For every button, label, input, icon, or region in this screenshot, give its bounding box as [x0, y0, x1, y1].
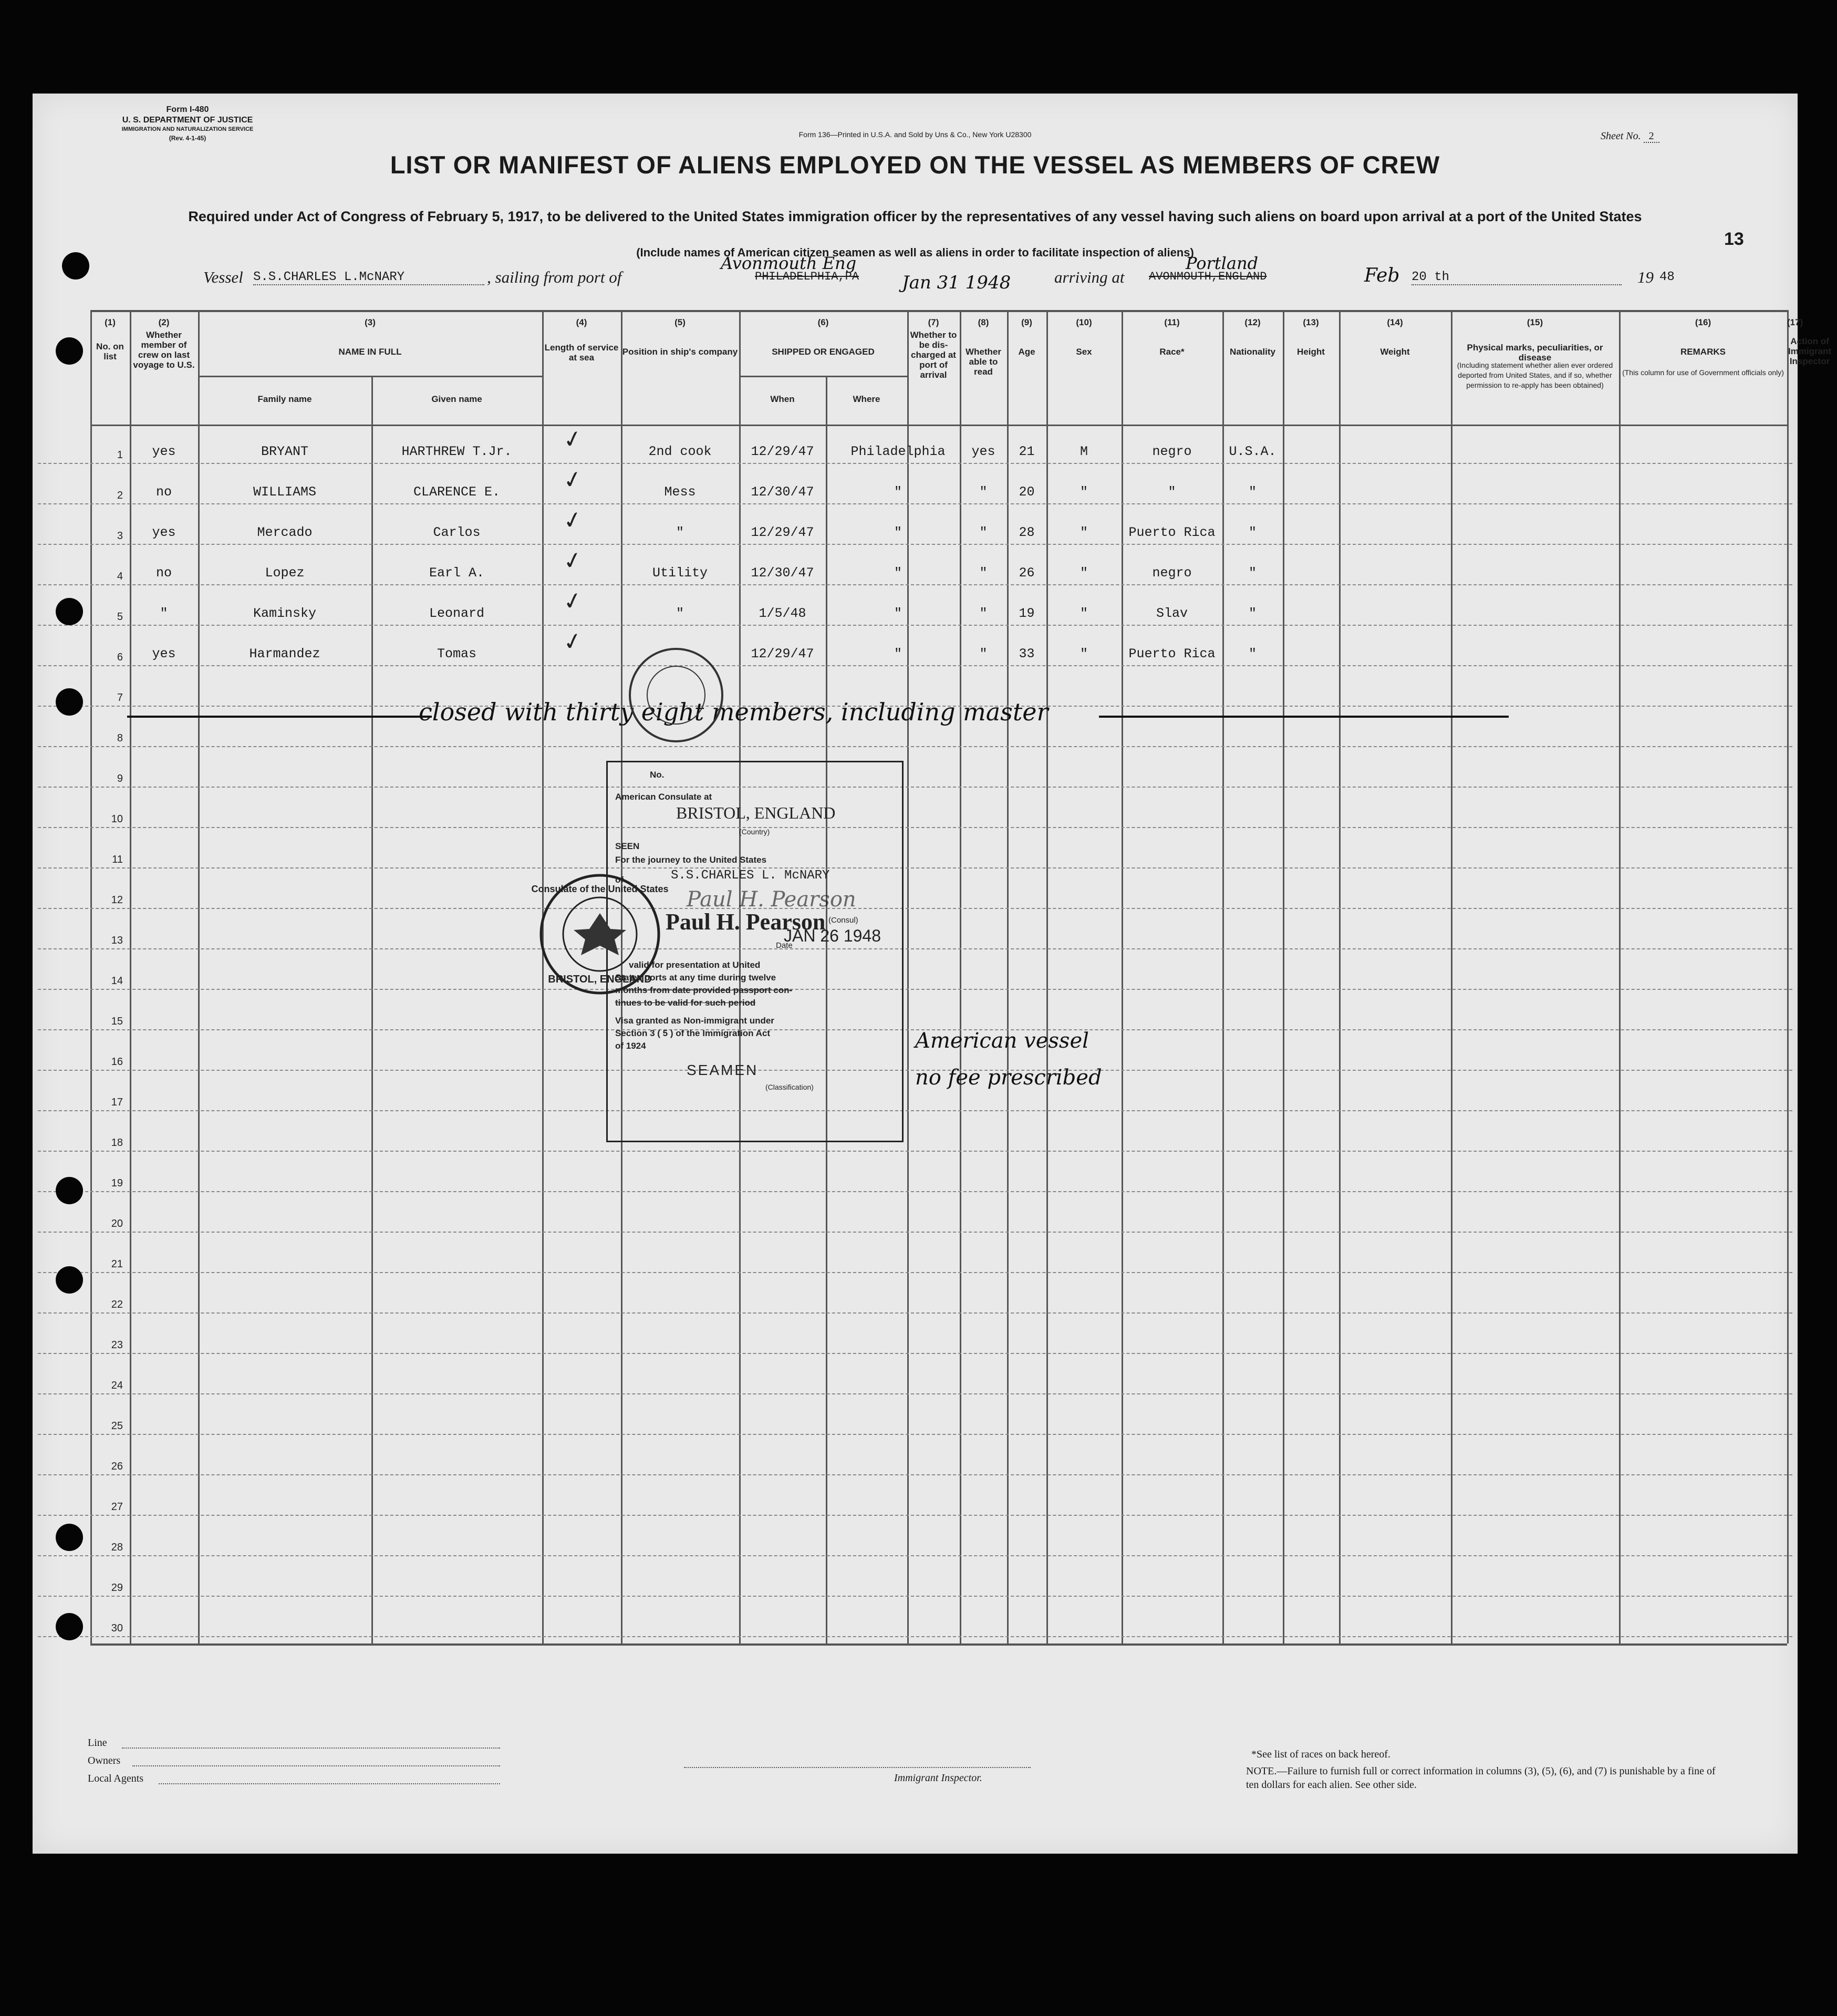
row-rule	[38, 1636, 1792, 1637]
sheet-label: Sheet No.	[1601, 130, 1641, 142]
column-number: (15)	[1527, 317, 1543, 327]
row-rule	[38, 1232, 1792, 1233]
department: U. S. DEPARTMENT OF JUSTICE	[122, 116, 253, 125]
race-cell: Puerto Rica	[1128, 525, 1216, 540]
family-name-cell: Mercado	[257, 525, 313, 540]
sex-cell: "	[1080, 484, 1088, 500]
binder-hole	[56, 1613, 83, 1640]
column-divider	[130, 310, 131, 1643]
table-top-border	[90, 310, 1787, 312]
table-bottom-border	[90, 1643, 1787, 1646]
form-subtitle: Required under Act of Congress of February 5, 1917, to be delivered to the United States immigration officer by the representatives of any vessel having such aliens on board upon arrival at a port of the United States	[188, 209, 1642, 224]
name-subheader-line	[198, 376, 542, 377]
family-name-cell: Kaminsky	[253, 606, 317, 621]
column-divider	[1339, 310, 1341, 1643]
stamp-country-label: (Country)	[739, 828, 770, 836]
side-note-line2: no fee prescribed	[915, 1066, 1102, 1090]
column-divider	[960, 310, 961, 1643]
column-divider	[907, 310, 909, 1643]
stamp-valid-4: tinues to be valid for such period	[615, 998, 756, 1008]
service: IMMIGRATION AND NATURALIZATION SERVICE	[121, 126, 254, 132]
form-note: (Include names of American citizen seamen as well as aliens in order to facilitate inspection of aliens)	[636, 246, 1194, 259]
binder-hole	[56, 337, 83, 365]
nationality-cell: "	[1248, 525, 1257, 540]
column-number: (5)	[674, 317, 686, 327]
when-cell: 12/29/47	[751, 444, 814, 459]
stamp-classification: SEAMEN	[687, 1062, 759, 1078]
given-name-cell: Leonard	[429, 606, 485, 621]
row-rule	[38, 1272, 1792, 1273]
column-number: (7)	[928, 317, 939, 327]
sex-cell: M	[1080, 444, 1088, 459]
stamp-valid-1: valid for presentation at United	[629, 960, 761, 970]
stamp-consulate-label: American Consulate at	[615, 792, 712, 802]
row-rule	[38, 1353, 1792, 1354]
column-label: Physical marks, peculiarities, or disease	[1467, 343, 1603, 363]
arriving-label: arriving at	[1054, 268, 1125, 286]
where-cell: "	[894, 525, 902, 540]
row-rule	[38, 503, 1792, 504]
column-label: Weight	[1380, 347, 1410, 357]
row-number: 9	[117, 773, 123, 784]
row-number: 28	[111, 1542, 123, 1553]
row-number: 15	[111, 1016, 123, 1027]
sex-cell: "	[1080, 606, 1088, 621]
sheet-value: 2	[1644, 130, 1659, 143]
given-name-cell: HARTHREW T.Jr.	[401, 444, 512, 459]
row-number: 12	[111, 894, 123, 906]
row-rule	[38, 1434, 1792, 1435]
column-label: Race*	[1159, 347, 1185, 357]
column-label: Whether member of crew on last voyage to U.S.	[133, 330, 195, 370]
crew-cell: no	[155, 565, 172, 581]
check-mark: ✓	[561, 626, 585, 657]
stamp-visa-3: of 1924	[615, 1041, 646, 1051]
stamp-no: No.	[650, 770, 665, 780]
row-number: 21	[111, 1258, 123, 1270]
column-divider	[1122, 310, 1123, 1643]
column-label: Length of service at sea	[544, 343, 619, 363]
read-cell: "	[979, 565, 988, 581]
family-name-cell: Harmandez	[249, 646, 320, 661]
column-label: Whether to be dis-charged at port of arrival	[910, 330, 957, 380]
where-subheader: Where	[853, 394, 880, 404]
revision: (Rev. 4-1-45)	[169, 135, 206, 142]
closing-strike-right	[1099, 716, 1509, 718]
footer-agents-label: Local Agents	[88, 1773, 144, 1784]
binder-hole	[56, 1524, 83, 1551]
where-cell: "	[894, 565, 902, 581]
family-name-cell: WILLIAMS	[253, 484, 317, 500]
nationality-cell: U.S.A.	[1229, 444, 1276, 459]
port-from: PHILADELPHIA,PA	[755, 270, 859, 283]
port-to: AVONMOUTH,ENGLAND	[1149, 270, 1267, 283]
age-cell: 19	[1019, 606, 1035, 621]
column-divider	[1283, 310, 1284, 1643]
column-divider	[1451, 310, 1452, 1643]
row-number: 25	[111, 1420, 123, 1432]
stamp-valid-2: States ports at any time during twelve	[615, 973, 776, 983]
when-cell: 12/30/47	[751, 484, 814, 500]
stamp-visa-2: Section 3 ( 5 ) of the Immigration Act	[615, 1028, 771, 1038]
column-number: (3)	[365, 317, 376, 327]
row-number: 30	[111, 1622, 123, 1634]
read-cell: "	[979, 525, 988, 540]
row-number: 22	[111, 1299, 123, 1310]
when-subheader: When	[770, 394, 795, 404]
vessel-name: S.S.CHARLES L.McNARY	[253, 270, 484, 285]
row-number: 6	[117, 652, 123, 663]
check-mark: ✓	[561, 586, 585, 617]
age-cell: 28	[1019, 525, 1035, 540]
stamp-visa-1: Visa granted as Non-immigrant under	[615, 1016, 774, 1026]
where-cell: "	[894, 646, 902, 661]
position-cell: Utility	[652, 565, 708, 581]
read-cell: "	[979, 606, 988, 621]
column-divider	[1787, 310, 1789, 1643]
consulate-seal	[531, 871, 669, 997]
inspector-subnote: (This column for use of Government officials only)	[1622, 368, 1784, 377]
footer-note	[1246, 1764, 1729, 1792]
footer-line-label: Line	[88, 1737, 107, 1749]
nationality-cell: "	[1248, 484, 1257, 500]
column-number: (17)	[1787, 317, 1803, 327]
family-name-subheader: Family name	[257, 394, 312, 404]
column-number: (11)	[1164, 317, 1180, 327]
row-number: 26	[111, 1461, 123, 1472]
column-label: No. on list	[96, 342, 124, 361]
footer-races-note: *See list of races on back hereof.	[1251, 1749, 1390, 1760]
closing-note: closed with thirty eight members, including master	[419, 698, 1049, 726]
footer-inspector-field	[684, 1767, 1031, 1768]
printer-line: Form 136—Printed in U.S.A. and Sold by Uns & Co., New York U28300	[798, 130, 1032, 139]
svg-text:BRISTOL, ENGLAND: BRISTOL, ENGLAND	[548, 974, 652, 985]
row-number: 20	[111, 1218, 123, 1229]
row-number: 13	[111, 935, 123, 946]
stamp-city: BRISTOL, ENGLAND	[676, 803, 836, 822]
race-cell: negro	[1152, 444, 1192, 459]
row-number: 16	[111, 1056, 123, 1068]
remarks-subnote: (Including statement whether alien ever ordered deported from United States, and if so, whether permission to re-apply has been obtained)	[1457, 361, 1613, 389]
port-to-handwritten: Portland	[1186, 253, 1259, 273]
sailing-label: , sailing from port of	[487, 268, 622, 286]
given-name-cell: Carlos	[433, 525, 481, 540]
form-title: LIST OR MANIFEST OF ALIENS EMPLOYED ON THE VESSEL AS MEMBERS OF CREW	[390, 151, 1440, 179]
crew-cell: yes	[152, 444, 176, 459]
stamp-class-label: (Classification)	[765, 1083, 814, 1091]
column-number: (2)	[158, 317, 170, 327]
row-rule	[38, 1596, 1792, 1597]
column-label: Position in ship's company	[622, 347, 738, 357]
where-cell: "	[894, 484, 902, 500]
stamp-ship: S.S.CHARLES L. McNARY	[671, 869, 830, 883]
crew-cell: yes	[152, 525, 176, 540]
sex-cell: "	[1080, 646, 1088, 661]
race-cell: Puerto Rica	[1128, 646, 1216, 661]
binder-hole	[56, 598, 83, 625]
row-rule	[38, 463, 1792, 464]
column-number: (9)	[1021, 317, 1032, 327]
row-number: 11	[112, 854, 123, 865]
column-divider	[1007, 310, 1009, 1643]
when-cell: 12/30/47	[751, 565, 814, 581]
row-rule	[38, 867, 1792, 869]
nationality-cell: "	[1248, 606, 1257, 621]
column-label: Sex	[1076, 347, 1092, 357]
shipped-subheader-line	[739, 376, 907, 377]
row-number: 29	[111, 1582, 123, 1594]
column-number: (4)	[576, 317, 587, 327]
row-rule	[38, 989, 1792, 990]
row-rule	[38, 1515, 1792, 1516]
row-number: 27	[111, 1501, 123, 1513]
row-number: 18	[111, 1137, 123, 1149]
row-number: 4	[117, 571, 123, 582]
year-prefix: 19	[1637, 268, 1654, 286]
column-number: (10)	[1076, 317, 1092, 327]
row-number: 14	[111, 975, 123, 987]
arrival-year: 48	[1659, 270, 1675, 284]
read-cell: "	[979, 646, 988, 661]
read-cell: yes	[971, 444, 995, 459]
stamp-seen: SEEN	[615, 841, 640, 851]
read-cell: "	[979, 484, 988, 500]
column-label: NAME IN FULL	[338, 347, 402, 357]
column-label: Height	[1297, 347, 1325, 357]
when-cell: 1/5/48	[759, 606, 806, 621]
crew-cell: no	[155, 484, 172, 500]
position-cell: Mess	[664, 484, 696, 500]
row-rule	[38, 827, 1792, 828]
binder-hole	[56, 1177, 83, 1204]
column-divider	[1046, 310, 1048, 1643]
column-number: (14)	[1387, 317, 1403, 327]
given-name-cell: Earl A.	[429, 565, 485, 581]
stamp-consul-name: Paul H. Pearson	[666, 909, 826, 935]
column-label: SHIPPED OR ENGAGED	[772, 347, 875, 357]
column-label: Whether able to read	[966, 347, 1001, 377]
age-cell: 21	[1019, 444, 1035, 459]
footer-owners-label: Owners	[88, 1755, 121, 1766]
row-rule	[38, 1393, 1792, 1394]
stamp-date: JAN 26 1948	[784, 926, 881, 945]
row-rule	[38, 1555, 1792, 1556]
footer-line-field	[122, 1748, 500, 1749]
svg-text:Consulate of the United States: Consulate of the United States	[531, 884, 669, 894]
sailing-date-handwritten: Jan 31 1948	[902, 272, 1011, 293]
column-label: Action of Immigrant Inspector	[1788, 336, 1832, 366]
port-from-handwritten: Avonmouth Eng	[721, 253, 857, 273]
row-number: 10	[111, 813, 123, 825]
column-number: (6)	[817, 317, 829, 327]
row-number: 23	[111, 1339, 123, 1351]
row-rule	[38, 1191, 1792, 1192]
given-name-cell: Tomas	[437, 646, 476, 661]
column-number: (16)	[1695, 317, 1711, 327]
race-cell: Slav	[1156, 606, 1188, 621]
binder-hole	[56, 1266, 83, 1294]
row-rule	[38, 787, 1792, 788]
row-rule	[38, 625, 1792, 626]
sex-cell: "	[1080, 525, 1088, 540]
position-cell: "	[676, 525, 684, 540]
nationality-cell: "	[1248, 646, 1257, 661]
crew-cell: "	[160, 606, 168, 621]
margin-number: 13	[1724, 229, 1744, 249]
footer-agents-field	[159, 1783, 500, 1784]
check-mark: ✓	[561, 505, 585, 536]
form-id: Form I-480	[166, 105, 209, 114]
age-cell: 33	[1019, 646, 1035, 661]
footer-note-text: —Failure to furnish full or correct information in columns (3), (5), (6), and (7) is punishable by a fine of ten dollars for each alien. See other side.	[1246, 1765, 1716, 1791]
row-rule	[38, 1151, 1792, 1152]
row-number: 2	[117, 490, 123, 501]
arrival-month-handwritten: Feb	[1364, 265, 1400, 286]
race-cell: negro	[1152, 565, 1192, 581]
stamp-consul-label: (Consul)	[828, 916, 858, 925]
arrival-day: 20 th	[1412, 270, 1622, 285]
column-number: (13)	[1303, 317, 1319, 327]
row-rule	[38, 544, 1792, 545]
stamp-signature: Paul H. Pearson	[687, 887, 856, 912]
stamp-journey: For the journey to the United States	[615, 855, 767, 865]
row-number: 17	[111, 1097, 123, 1108]
crew-cell: yes	[152, 646, 176, 661]
column-divider	[1222, 310, 1224, 1643]
column-label: Nationality	[1230, 347, 1275, 357]
row-number: 7	[117, 692, 123, 704]
column-label: REMARKS	[1680, 347, 1726, 357]
manifest-sheet	[33, 94, 1832, 1854]
given-name-subheader: Given name	[431, 394, 482, 404]
stamp-date-label: Date	[776, 941, 793, 950]
position-cell: 2nd cook	[648, 444, 712, 459]
row-rule	[38, 584, 1792, 585]
column-number: (12)	[1244, 317, 1261, 327]
round-stamp	[626, 640, 726, 750]
row-number: 8	[117, 732, 123, 744]
row-rule	[38, 1110, 1792, 1111]
row-rule	[38, 1312, 1792, 1314]
check-mark: ✓	[561, 545, 585, 576]
stamp-valid-3: months from date provided passport con-	[615, 985, 793, 995]
row-rule	[38, 665, 1792, 666]
check-mark: ✓	[561, 464, 585, 495]
row-rule	[38, 746, 1792, 747]
row-number: 24	[111, 1380, 123, 1391]
given-name-cell: CLARENCE E.	[413, 484, 501, 500]
row-number: 5	[117, 611, 123, 623]
age-cell: 20	[1019, 484, 1035, 500]
row-number: 1	[117, 449, 123, 461]
column-number: (8)	[978, 317, 989, 327]
binder-hole	[56, 688, 83, 716]
column-divider	[1619, 310, 1621, 1643]
race-cell: "	[1168, 484, 1176, 500]
when-cell: 12/29/47	[751, 646, 814, 661]
where-cell: Philadelphia	[850, 444, 946, 459]
row-rule	[38, 908, 1792, 909]
row-number: 19	[111, 1177, 123, 1189]
nationality-cell: "	[1248, 565, 1257, 581]
column-divider	[198, 310, 200, 1643]
family-name-cell: Lopez	[265, 565, 305, 581]
binder-hole	[62, 252, 89, 280]
header-bottom-border	[90, 425, 1787, 426]
when-cell: 12/29/47	[751, 525, 814, 540]
age-cell: 26	[1019, 565, 1035, 581]
check-mark: ✓	[561, 424, 585, 455]
footer-owners-field	[132, 1765, 500, 1766]
column-number: (1)	[105, 317, 116, 327]
side-note-line1: American vessel	[915, 1029, 1089, 1053]
position-cell: "	[676, 606, 684, 621]
column-label: Age	[1018, 347, 1035, 357]
sex-cell: "	[1080, 565, 1088, 581]
footer-note-label: NOTE.	[1246, 1765, 1277, 1777]
stamp-of-label: of	[615, 875, 624, 885]
family-name-cell: BRYANT	[261, 444, 308, 459]
closing-strike-left	[127, 716, 432, 718]
footer-inspector-label: Immigrant Inspector.	[894, 1772, 982, 1784]
row-rule	[38, 1474, 1792, 1475]
row-rule	[38, 948, 1792, 949]
row-number: 3	[117, 530, 123, 542]
where-cell: "	[894, 606, 902, 621]
vessel-label: Vessel	[203, 268, 243, 286]
manifest-table	[33, 94, 1832, 1854]
